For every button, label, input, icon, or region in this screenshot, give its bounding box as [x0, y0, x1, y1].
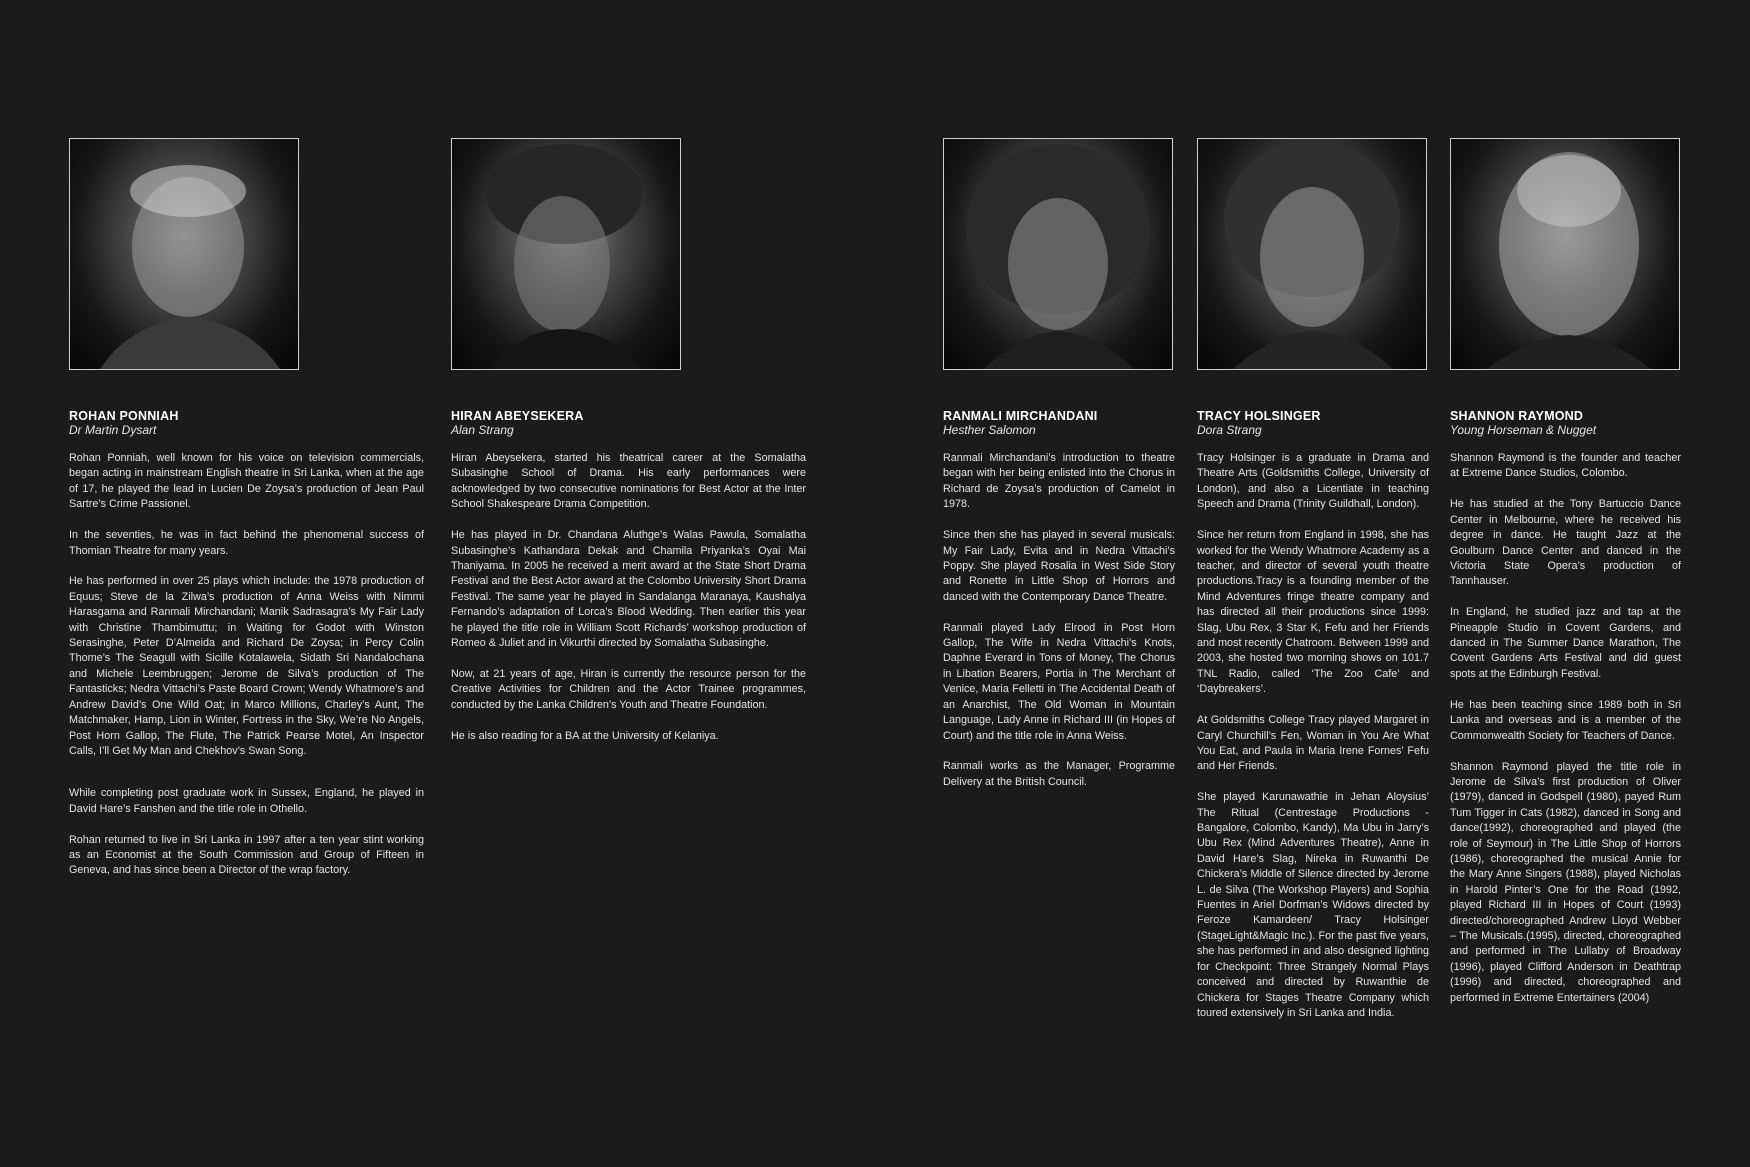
- person-name: SHANNON RAYMOND: [1450, 409, 1584, 423]
- person-name: TRACY HOLSINGER: [1197, 409, 1321, 423]
- bio-paragraph: Ranmali Mirchandani’s introduction to theatre began with her being enlisted into the Chorus in Richard de Zoysa’s production of Camelot in 1978.: [943, 452, 1175, 511]
- bio-paragraph: While completing post graduate work in Sussex, England, he played in David Hare’s Fanshen and the title role in Othello.: [69, 787, 424, 815]
- portrait-silhouette: [1198, 139, 1426, 369]
- character-role: Alan Strang: [451, 423, 514, 437]
- portrait-silhouette: [944, 139, 1172, 369]
- bio-paragraph: Rohan returned to live in Sri Lanka in 1997 after a ten year stint working as an Economist at the South Commission and Group of Fifteen in Geneva, and has since been a Director of the wrap factory.: [69, 833, 424, 877]
- bio-paragraph: She played Karunawathie in Jehan Aloysius’ The Ritual (Centrestage Productions - Bangalore, Colombo, Kandy), Ma Ubu in Jarry’s Ubu Rex (Mind Adventures Theatre), Anne in David Hare’s Slag, Nireka in Ruwanthi De Chickera’s Middle of Silence directed by Jerome L. de Silva (The Workshop Players) and Sophia Fuentes in Ariel Dorfman’s Widows directed by Feroze Kamardeen/ Tracy Holsinger (StageLight&Magic Inc.). For the past five years, she has performed in and also designed lighting for Checkpoint: Three Strangely Normal Plays conceived and directed by Ruwanthie de Chickera for Stages Theatre Company which toured extensively in Sri Lanka and India.: [1197, 791, 1429, 1019]
- profile-shannon-raymond: [1450, 138, 1681, 1022]
- bio-paragraph: Since her return from England in 1998, she has worked for the Wendy Whatmore Academy as a teacher, and director of several youth theatre productions.Tracy is a founding member of the Mind Adventures fringe theatre company and has directed all their productions since 1999: Slag, Ubu Rex, 3 Star K, Fefu and her Friends and most recently Chatroom. Between 1999 and 2003, she hosted two morning shows on 101.7 TNL Radio, called ‘The Zoo Cafe’ and ‘Daybreakers’.: [1197, 529, 1429, 696]
- character-role: Young Horseman & Nugget: [1450, 423, 1597, 437]
- portrait-silhouette: [70, 139, 298, 369]
- biography: [1197, 451, 1429, 1021]
- portrait-silhouette: [452, 139, 680, 369]
- bio-paragraph: Tracy Holsinger is a graduate in Drama and Theatre Arts (Goldsmiths College, University of London), and also a Licentiate in teaching Speech and Drama (Trinity Guildhall, London).: [1197, 452, 1429, 511]
- bio-paragraph: Shannon Raymond played the title role in Jerome de Silva’s first production of Oliver (1979), danced in Godspell (1980), payed Rum Tum Tigger in Cats (1982), danced in Song and dance(1992), choreographed and played (the role of Seymour) in The Little Shop of Horrors (1986), choreographed the musical Annie for the Mary Anne Singers (1988), played Nicholas in Harold Pinter’s One for the Road (1992, played Richard III in Hopes of Court (1993) directed/choreographed Andrew Lloyd Webber – The Musicals.(1995), directed, choreographed and performed in The Lullaby of Broadway (1996), played Clifford Anderson in Deathtrap (1996) and directed, choreographed and performed in Extreme Entertainers (2004): [1450, 760, 1681, 1004]
- portrait-photo: [451, 138, 681, 370]
- bio-paragraph: In the seventies, he was in fact behind the phenomenal success of Thomian Theatre for many years.: [69, 529, 424, 557]
- profile-tracy-holsinger: [1197, 138, 1429, 1037]
- portrait-photo: [1450, 138, 1680, 370]
- portrait-photo: [943, 138, 1173, 370]
- bio-paragraph: He has studied at the Tony Bartuccio Dance Center in Melbourne, where he received his degree in dance. He taught Jazz at the Goulburn Dance Center and danced in the Victoria State Opera’s production of Tannhauser.: [1450, 498, 1681, 588]
- portrait-photo: [1197, 138, 1427, 370]
- biography: [943, 451, 1175, 790]
- character-role: Dora Strang: [1197, 423, 1262, 437]
- profile-hiran-abeysekera: [451, 138, 806, 760]
- person-name: ROHAN PONNIAH: [69, 409, 179, 423]
- bio-paragraph: He has been teaching since 1989 both in Sri Lanka and overseas and is a member of the Commonwealth Society for Teachers of Dance.: [1450, 698, 1681, 742]
- character-role: Dr Martin Dysart: [69, 423, 157, 437]
- character-role: Hesther Salomon: [943, 423, 1036, 437]
- profile-ranmali-mirchandani: [943, 138, 1175, 806]
- bio-paragraph: He is also reading for a BA at the University of Kelaniya.: [451, 729, 719, 742]
- portrait-photo: [69, 138, 299, 370]
- bio-paragraph: In England, he studied jazz and tap at the Pineapple Studio in Covent Gardens, and danced in The Summer Dance Marathon, The Covent Gardens Arts Festival and did guest spots at the Edinburgh Festival.: [1450, 606, 1681, 680]
- bio-paragraph: Ranmali works as the Manager, Programme Delivery at the British Council.: [943, 760, 1175, 788]
- person-name: RANMALI MIRCHANDANI: [943, 409, 1098, 423]
- bio-paragraph: Since then she has played in several musicals: My Fair Lady, Evita and in Nedra Vittachi’s Poppy. She played Rosalia in West Side Story and Ronette in Little Shop of Horrors and danced with the Contemporary Dance Theatre.: [943, 529, 1175, 603]
- biography: [1450, 451, 1681, 1006]
- bio-paragraph: Ranmali played Lady Elrood in Post Horn Gallop, The Wife in Nedra Vittachi’s Knots, Daphne Everard in Tons of Money, The Chorus in Libation Bearers, Portia in The Merchant of Venice, Maria Felletti in The Accidental Death of an Anarchist, The Old Woman in Mountain Language, Lady Anne in Richard III (in Hopes of Court) and the title role in Anna Weiss.: [943, 621, 1175, 742]
- bio-paragraph: He has performed in over 25 plays which include: the 1978 production of Equus; Steve de la Zilwa’s production of Anna Weiss with Nimmi Harasgama and Ranmali Mirchandani; Manik Sadrasagra’s My Fair Lady with Christine Thambimuttu; in Waiting for Godot with Winston Serasinghe, Peter D’Almeida and Richard De Zoysa; in Percy Colin Thome’s The Seagull with Sicille Kotalawela, Sidath Sri Nandalochana and Michele Leembruggen; Jerome de Silva’s production of The Fantasticks; Nedra Vittachi’s Paste Board Crown; Wendy Whatmore’s and Andrew David’s One Wild Oat; in Marco Millions, Charley’s Aunt, The Matchmaker, Hamp, Lion in Winter, Fortress in the Sky, We’re No Angels, Post Horn Gallop, The Flute, The Patrick Pearse Motel, An Inspector Calls, I’ll Get My Man and Chekhov’s Swan Song.: [69, 575, 424, 757]
- biography: [69, 451, 424, 879]
- bio-paragraph: At Goldsmiths College Tracy played Margaret in Caryl Churchill’s Fen, Woman in You Are What You Eat, and Paula in Maria Irene Fornes’ Fefu and Her Friends.: [1197, 714, 1429, 773]
- bio-paragraph: Hiran Abeysekera, started his theatrical career at the Somalatha Subasinghe School of Drama. His early performances were acknowledged by two consecutive nominations for Best Actor at the Inter School Shakespeare Drama Competition.: [451, 452, 806, 511]
- biography: [451, 451, 806, 744]
- bio-paragraph: Now, at 21 years of age, Hiran is currently the resource person for the Creative Activities for Children and the Actor Trainee programmes, conducted by the Lanka Children’s Youth and Theatre Foundation.: [451, 667, 806, 711]
- profile-rohan-ponniah: [69, 138, 424, 894]
- bio-paragraph: Rohan Ponniah, well known for his voice on television commercials, began acting in mainstream English theatre in Sri Lanka, when at the age of 17, he played the lead in Lucien De Zoysa’s production of Jean Paul Sartre’s Crime Passionel.: [69, 452, 424, 511]
- bio-paragraph: Shannon Raymond is the founder and teacher at Extreme Dance Studios, Colombo.: [1450, 452, 1681, 480]
- bio-paragraph: He has played in Dr. Chandana Aluthge’s Walas Pawula, Somalatha Subasinghe’s Kathandara Dekak and Chamila Priyanka’s Oyai Mai Thaniyama. In 2005 he received a merit award at the State Short Drama Festival and the Best Actor award at the Colombo University Short Drama Festival. The same year he played in Sandalanga Maranaya, Kaushalya Fernando’s adaptation of Lorca’s Blood Wedding. Then earlier this year he played the title role in William Scott Richards’ workshop production of Romeo & Juliet and in Vikurthi directed by Somalatha Subasinghe.: [451, 529, 806, 649]
- person-name: HIRAN ABEYSEKERA: [451, 409, 584, 423]
- portrait-silhouette: [1451, 139, 1679, 369]
